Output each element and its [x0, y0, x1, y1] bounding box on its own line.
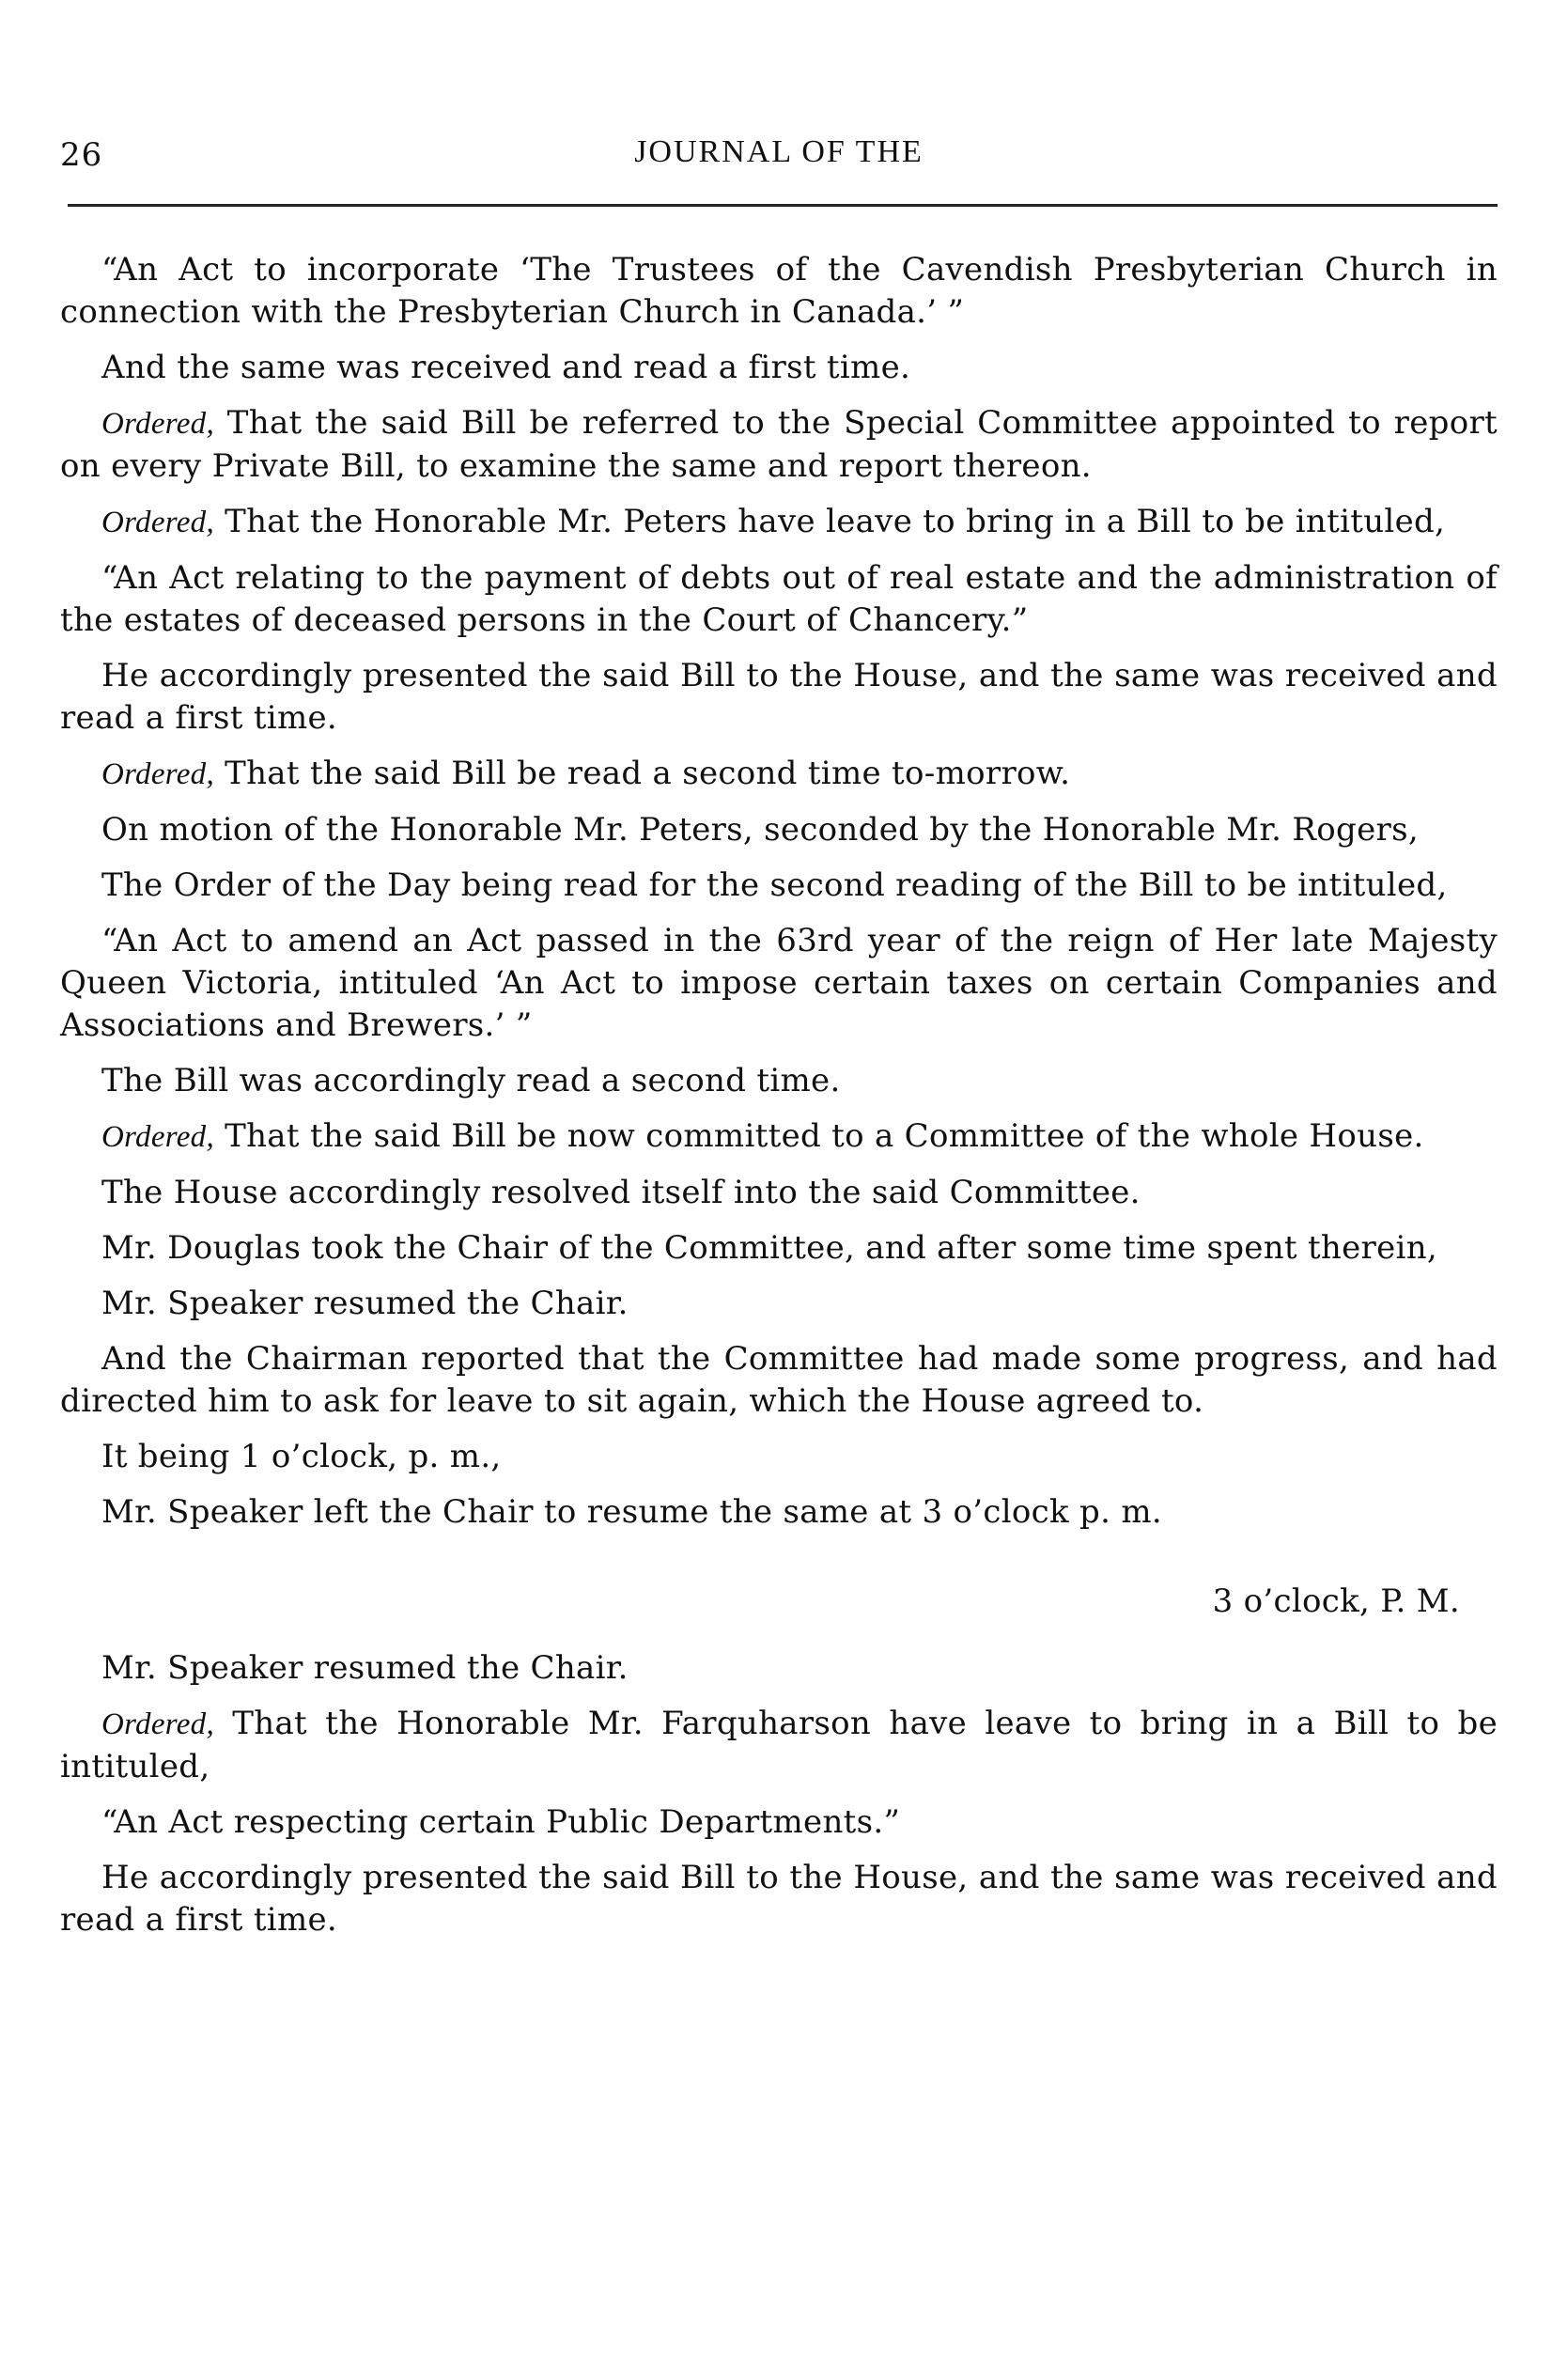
ordered-lead: Ordered,: [101, 757, 215, 791]
paragraph-text: “An Act respecting certain Public Departments.”: [101, 1803, 901, 1841]
bill-title: [60, 920, 1498, 1047]
bill-title: [60, 557, 1498, 642]
paragraph-text: The Order of the Day being read for the second reading of the Bill to be intituled,: [101, 866, 1448, 904]
paragraph-text: On motion of the Honorable Mr. Peters, seconded by the Honorable Mr. Rogers,: [101, 811, 1419, 849]
paragraph-text: That the Honorable Mr. Farquharson have leave to bring in a Bill to be intituled,: [60, 1705, 1498, 1785]
paragraph: [60, 1491, 1498, 1534]
paragraph: [60, 1647, 1498, 1690]
paragraph: [60, 1172, 1498, 1214]
ordered-paragraph: [60, 753, 1498, 796]
paragraph: [60, 249, 1498, 334]
paragraph-text: That the Honorable Mr. Peters have leave to bring in a Bill to be intituled,: [214, 503, 1446, 540]
paragraph: [60, 347, 1498, 389]
journal-body: [60, 249, 1498, 1955]
paragraph-text: He accordingly presented the said Bill to the House, and the same was received and read a first time.: [60, 657, 1498, 737]
ordered-paragraph: [60, 1703, 1498, 1788]
paragraph: [60, 1227, 1498, 1270]
running-head: JOURNAL OF THE: [634, 134, 924, 169]
paragraph: [60, 655, 1498, 740]
paragraph: [60, 1338, 1498, 1423]
paragraph-text: That the said Bill be now committed to a Committee of the whole House.: [214, 1117, 1424, 1155]
paragraph: [60, 1060, 1498, 1102]
paragraph-text: “An Act to incorporate ‘The Trustees of the Cavendish Presbyterian Church in connection with the Presbyterian Church in Canada.’ ”: [60, 251, 1498, 331]
paragraph-text: And the same was received and read a first time.: [101, 349, 911, 386]
ordered-paragraph: [60, 501, 1498, 544]
paragraph: [60, 1436, 1498, 1478]
paragraph-text: Mr. Speaker left the Chair to resume the same at 3 o’clock p. m.: [101, 1493, 1162, 1531]
ordered-paragraph: [60, 1115, 1498, 1159]
ordered-lead: Ordered,: [101, 407, 215, 441]
paragraph-text: He accordingly presented the said Bill to the House, and the same was received and read a first time.: [60, 1859, 1498, 1939]
ordered-paragraph: [60, 402, 1498, 488]
bill-title: [60, 1801, 1498, 1844]
paragraph-text: “An Act relating to the payment of debts out of real estate and the administration of the estates of deceased persons in the Court of Chancery.”: [60, 559, 1498, 639]
paragraph-text: “An Act to amend an Act passed in the 63rd year of the reign of Her late Majesty Queen Victoria, intituled ‘An Act to impose certain taxes on certain Companies and Associations and Brewers.’ ”: [60, 922, 1498, 1044]
paragraph-text: Mr. Speaker resumed the Chair.: [101, 1649, 629, 1687]
paragraph: [60, 1283, 1498, 1325]
paragraph-text: The House accordingly resolved itself into the said Committee.: [101, 1174, 1141, 1211]
time-heading: 3 o’clock, P. M.: [1212, 1582, 1460, 1620]
journal-page: [60, 127, 1498, 1939]
paragraph-text: It being 1 o’clock, p. m.,: [101, 1438, 502, 1475]
ordered-lead: Ordered,: [101, 506, 215, 539]
paragraph-text: That the said Bill be read a second time to-morrow.: [214, 755, 1071, 792]
page-number: 26: [60, 136, 103, 174]
paragraph-text: Mr. Douglas took the Chair of the Committee, and after some time spent therein,: [101, 1229, 1437, 1267]
paragraph-text: That the said Bill be referred to the Special Committee appointed to report on every Private Bill, to examine the same and report thereon.: [60, 404, 1498, 485]
paragraph: [60, 865, 1498, 907]
header-rule: [68, 204, 1498, 207]
paragraph-text: And the Chairman reported that the Committee had made some progress, and had directed him to ask for leave to sit again, which the House agreed to.: [60, 1340, 1498, 1420]
ordered-lead: Ordered,: [101, 1120, 215, 1154]
ordered-lead: Ordered,: [101, 1707, 215, 1741]
paragraph: [60, 1857, 1498, 1941]
paragraph: [60, 809, 1498, 851]
page-header: [60, 127, 1498, 183]
paragraph-text: The Bill was accordingly read a second time.: [101, 1062, 841, 1099]
paragraph-text: Mr. Speaker resumed the Chair.: [101, 1285, 629, 1322]
